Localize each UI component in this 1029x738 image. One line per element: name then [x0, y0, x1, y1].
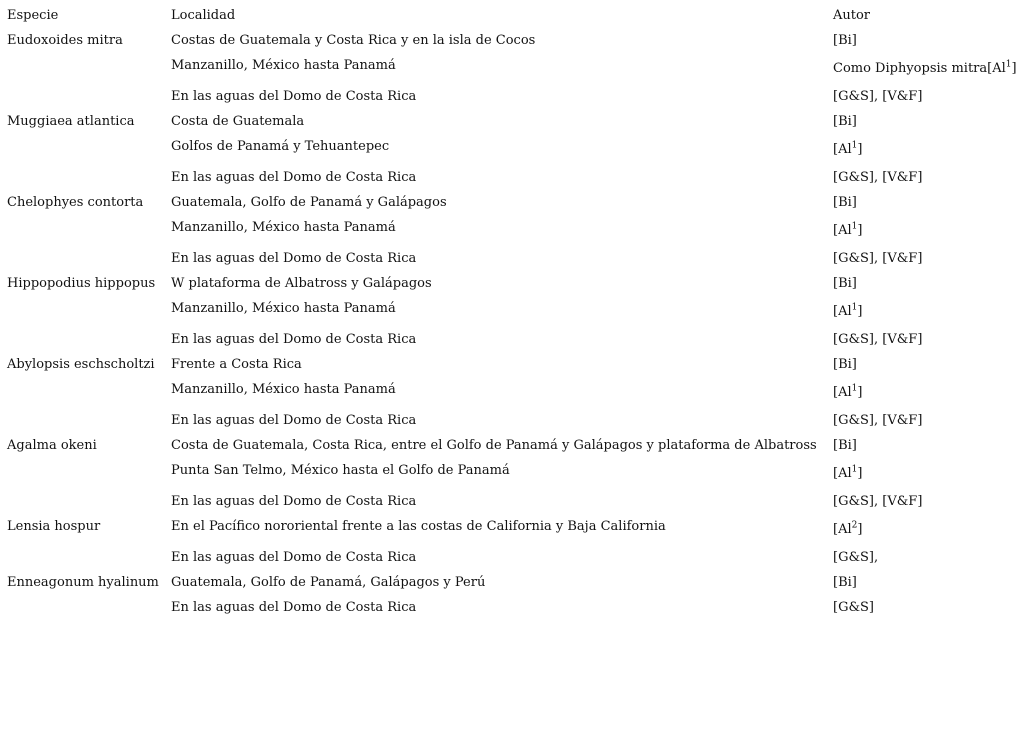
- cell-localidad: Manzanillo, México hasta Panamá: [171, 382, 396, 397]
- table-body: [7, 33, 1022, 625]
- cell-especie: Chelophyes contorta: [7, 195, 144, 210]
- autor-closing: ]: [857, 466, 863, 481]
- cell-localidad: Costa de Guatemala: [171, 114, 305, 129]
- cell-especie: Hippopodius hippopus: [7, 276, 156, 291]
- autor-text: [Bi]: [833, 438, 857, 453]
- cell-autor: [833, 114, 1022, 130]
- cell-localidad: En las aguas del Domo de Costa Rica: [171, 170, 417, 185]
- autor-superscript: 1: [851, 383, 858, 394]
- cell-autor: [833, 413, 1022, 429]
- autor-closing: ]: [857, 522, 863, 537]
- table-row: [7, 89, 1022, 114]
- cell-autor: [833, 332, 1022, 348]
- cell-autor: [833, 220, 1022, 239]
- table-row: [7, 438, 1022, 463]
- cell-autor: [833, 600, 1022, 616]
- autor-text: [Bi]: [833, 114, 857, 129]
- autor-text: [Bi]: [833, 195, 857, 210]
- cell-especie: Muggiaea atlantica: [7, 114, 135, 129]
- autor-text: [Bi]: [833, 575, 857, 590]
- cell-localidad: Manzanillo, México hasta Panamá: [171, 220, 396, 235]
- cell-especie: Abylopsis eschscholtzi: [7, 357, 155, 372]
- table-header-row: [7, 8, 1022, 33]
- cell-especie: Agalma okeni: [7, 438, 97, 453]
- autor-text: [G&S], [V&F]: [833, 413, 923, 428]
- table-row: [7, 463, 1022, 494]
- cell-localidad: En las aguas del Domo de Costa Rica: [171, 600, 417, 615]
- cell-localidad: En las aguas del Domo de Costa Rica: [171, 494, 417, 509]
- cell-localidad: En el Pacífico nororiental frente a las costas de California y Baja California: [171, 519, 666, 534]
- autor-text: [Al: [833, 142, 852, 157]
- cell-localidad: En las aguas del Domo de Costa Rica: [171, 89, 417, 104]
- cell-autor: [833, 251, 1022, 267]
- autor-text: [G&S], [V&F]: [833, 332, 923, 347]
- autor-text: [Al: [833, 466, 852, 481]
- cell-autor: [833, 494, 1022, 510]
- table-row: [7, 550, 1022, 575]
- autor-text: [Al: [833, 385, 852, 400]
- table-row: [7, 301, 1022, 332]
- autor-text: [G&S], [V&F]: [833, 494, 923, 509]
- cell-autor: [833, 463, 1022, 482]
- autor-closing: ]: [1011, 61, 1017, 76]
- cell-autor: [833, 170, 1022, 186]
- species-table: [7, 8, 1022, 625]
- cell-autor: [833, 276, 1022, 292]
- cell-autor: [833, 382, 1022, 401]
- cell-autor: [833, 550, 1022, 566]
- cell-localidad: En las aguas del Domo de Costa Rica: [171, 332, 417, 347]
- table-row: [7, 519, 1022, 550]
- cell-localidad: Golfos de Panamá y Tehuantepec: [171, 139, 390, 154]
- table-row: [7, 139, 1022, 170]
- cell-localidad: En las aguas del Domo de Costa Rica: [171, 550, 417, 565]
- table-row: [7, 357, 1022, 382]
- table-row: [7, 276, 1022, 301]
- autor-text: [Al: [833, 223, 852, 238]
- table-row: [7, 494, 1022, 519]
- autor-text: [G&S]: [833, 600, 875, 615]
- autor-text: [G&S],: [833, 550, 879, 565]
- table-row: [7, 575, 1022, 600]
- table-row: [7, 251, 1022, 276]
- cell-localidad: En las aguas del Domo de Costa Rica: [171, 251, 417, 266]
- cell-autor: [833, 139, 1022, 158]
- autor-superscript: 1: [851, 221, 858, 232]
- cell-especie: Enneagonum hyalinum: [7, 575, 159, 590]
- autor-superscript: 1: [1005, 59, 1012, 70]
- cell-autor: [833, 575, 1022, 591]
- cell-localidad: Guatemala, Golfo de Panamá y Galápagos: [171, 195, 447, 210]
- table-row: [7, 33, 1022, 58]
- header-autor: Autor: [833, 8, 871, 23]
- autor-text: [Bi]: [833, 276, 857, 291]
- table-row: [7, 332, 1022, 357]
- cell-autor: [833, 195, 1022, 211]
- cell-localidad: Costas de Guatemala y Costa Rica y en la isla de Cocos: [171, 33, 536, 48]
- cell-localidad: Guatemala, Golfo de Panamá, Galápagos y Perú: [171, 575, 486, 590]
- table-row: [7, 382, 1022, 413]
- cell-autor: [833, 357, 1022, 373]
- autor-closing: ]: [857, 304, 863, 319]
- autor-closing: ]: [857, 385, 863, 400]
- table-row: [7, 58, 1022, 89]
- autor-text: [G&S], [V&F]: [833, 251, 923, 266]
- autor-text: [Al: [833, 522, 852, 537]
- cell-localidad: Costa de Guatemala, Costa Rica, entre el Golfo de Panamá y Galápagos y plataforma de Albatross: [171, 438, 817, 453]
- autor-superscript: 1: [851, 302, 858, 313]
- autor-closing: ]: [857, 223, 863, 238]
- autor-text: [Bi]: [833, 357, 857, 372]
- cell-especie: Lensia hospur: [7, 519, 101, 534]
- cell-autor: [833, 438, 1022, 454]
- header-especie: Especie: [7, 8, 59, 23]
- cell-localidad: Frente a Costa Rica: [171, 357, 302, 372]
- autor-closing: ]: [857, 142, 863, 157]
- table-row: [7, 170, 1022, 195]
- autor-text: [G&S], [V&F]: [833, 89, 923, 104]
- cell-localidad: W plataforma de Albatross y Galápagos: [171, 276, 432, 291]
- table-row: [7, 600, 1022, 625]
- table-row: [7, 220, 1022, 251]
- cell-localidad: Punta San Telmo, México hasta el Golfo de Panamá: [171, 463, 510, 478]
- table-row: [7, 413, 1022, 438]
- cell-localidad: Manzanillo, México hasta Panamá: [171, 58, 396, 73]
- autor-superscript: 1: [851, 140, 858, 151]
- table-row: [7, 114, 1022, 139]
- autor-text: [Bi]: [833, 33, 857, 48]
- cell-autor: [833, 519, 1022, 538]
- table-row: [7, 195, 1022, 220]
- cell-autor: [833, 33, 1022, 49]
- autor-text: [Al: [833, 304, 852, 319]
- cell-localidad: Manzanillo, México hasta Panamá: [171, 301, 396, 316]
- cell-autor: [833, 89, 1022, 105]
- cell-autor: [833, 301, 1022, 320]
- header-localidad: Localidad: [171, 8, 236, 23]
- autor-text: [G&S], [V&F]: [833, 170, 923, 185]
- cell-autor: [833, 58, 1022, 77]
- cell-especie: Eudoxoides mitra: [7, 33, 123, 48]
- autor-superscript: 2: [851, 520, 858, 531]
- autor-superscript: 1: [851, 464, 858, 475]
- autor-text: Como Diphyopsis mitra[Al: [833, 61, 1006, 76]
- cell-localidad: En las aguas del Domo de Costa Rica: [171, 413, 417, 428]
